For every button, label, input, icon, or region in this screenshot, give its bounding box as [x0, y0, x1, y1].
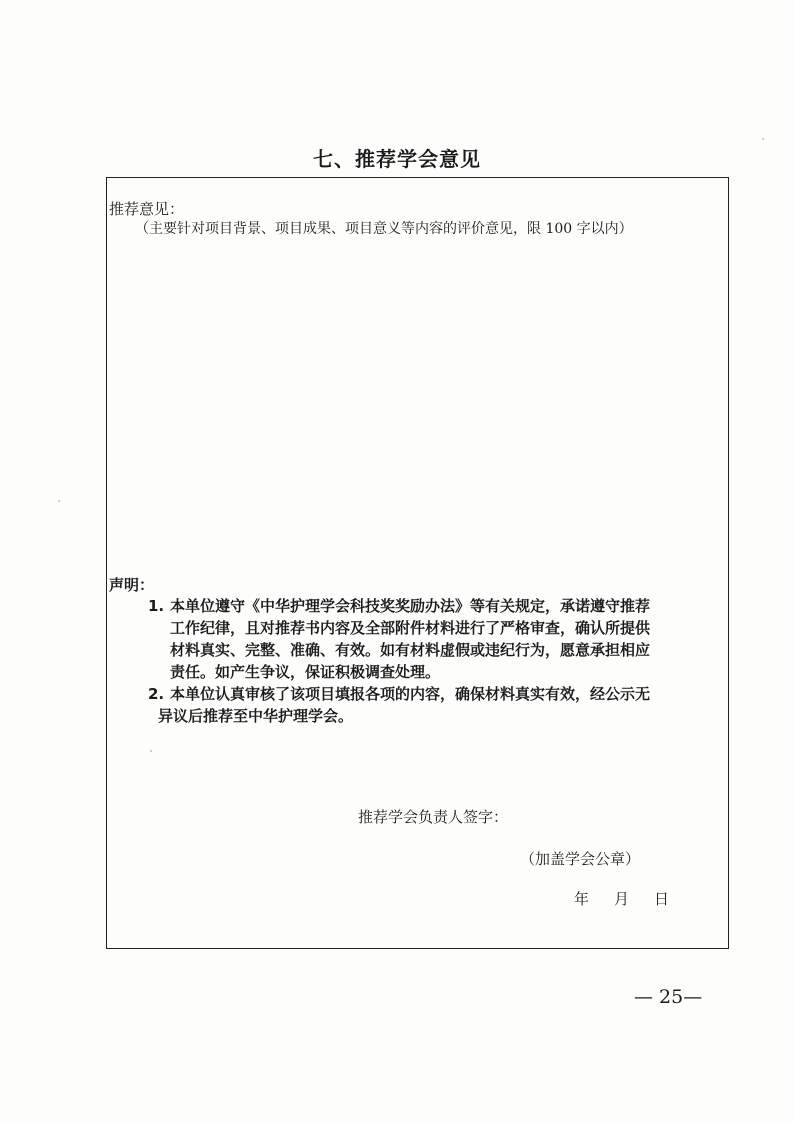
date-year-label: 年 — [574, 890, 590, 908]
statement-label: 声明： — [109, 576, 155, 594]
opinion-label: 推荐意见： — [109, 200, 185, 218]
signature-label: 推荐学会负责人签字： — [358, 808, 509, 826]
date-month-label: 月 — [614, 890, 630, 908]
statement-item-2-line-2: 异议后推荐至中华护理学会。 — [158, 707, 354, 725]
statement-item-2-number: 2. — [148, 685, 165, 703]
date-day-label: 日 — [654, 890, 670, 908]
statement-item-1-line-1: 本单位遵守《中华护理学会科技奖奖励办法》等有关规定，承诺遵守推荐 — [170, 597, 651, 615]
scan-speck — [58, 500, 60, 502]
seal-note: （加盖学会公章） — [520, 850, 641, 868]
scan-speck — [150, 750, 152, 752]
scan-speck — [762, 138, 764, 140]
section-title: 七、推荐学会意见 — [313, 147, 481, 171]
statement-item-1-line-4: 责任。如产生争议，保证积极调查处理。 — [170, 663, 441, 681]
recommendation-form-box — [106, 177, 729, 949]
statement-item-2-line-1: 本单位认真审核了该项目填报各项的内容，确保材料真实有效，经公示无 — [170, 685, 651, 703]
statement-item-1-line-3: 材料真实、完整、准确、有效。如有材料虚假或违纪行为，愿意承担相应 — [170, 641, 651, 659]
statement-item-1-number: 1. — [148, 597, 165, 615]
opinion-hint: （主要针对项目背景、项目成果、项目意义等内容的评价意见，限 100 字以内） — [135, 221, 633, 237]
statement-item-1-line-2: 工作纪律，且对推荐书内容及全部附件材料进行了严格审查，确认所提供 — [170, 619, 651, 637]
page-number: — 25— — [634, 986, 703, 1008]
